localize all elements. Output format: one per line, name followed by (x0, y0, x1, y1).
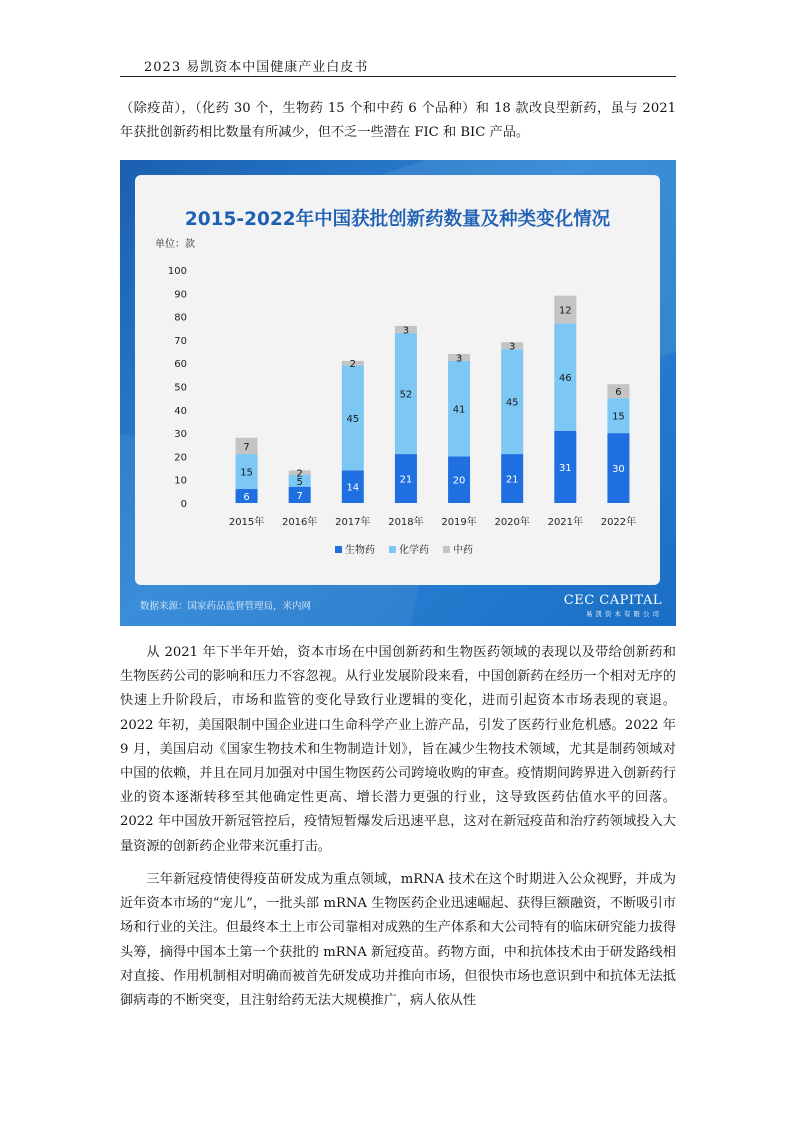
data-source: 数据来源：国家药品监督管理局，米内网 (140, 601, 312, 612)
data-label: 3 (402, 325, 410, 337)
chart-panel (135, 175, 660, 585)
paragraph-capital-market: 从 2021 年下半年开始，资本市场在中国创新药和生物医药领域的表现以及带给创新药和生物医药公司的影响和压力不容忽视。从行业发展阶段来看，中国创新药在经历一个相对无序的快速上升阶段后，市场和监管的变化导致行业逻辑的变化，进而引起资本市场表现的衰退。2022 年初，美国限制中国企业进口生命科学产业上游产品，引发了医药行业危机感。2022 年 9 月，美国启动《国家生物技术和生物制造计划》，旨在减少生物技术领域，尤其是制药领域对中国的依赖，并且在同月加强对中国生物医药公司跨境收购的审查。疫情期间跨界进入创新药行业的资本逐渐转移至其他确定性更高、增长潜力更强的行业，这导致医药估值水平的回落。2022 年中国放开新冠管控后，疫情短暂爆发后迅速平息，这对在新冠疫苗和治疗药领域投入大量资源的创新药企业带来沉重打击。 (120, 645, 676, 854)
data-label: 21 (505, 474, 519, 486)
data-label: 31 (558, 462, 572, 474)
company-logo (550, 593, 662, 618)
y-tick-label: 50 (174, 382, 187, 394)
paragraph-covid-vaccine: 三年新冠疫情使得疫苗研发成为重点领域，mRNA 技术在这个时期进入公众视野，并成为近年资本市场的“宠儿”，一批头部 mRNA 生物医药企业迅速崛起、获得巨额融资，不断吸引市场和行业的关注。但最终本土上市公司靠相对成熟的生产体系和大公司特有的临床研究能力拔得头筹，摘得中国本土第一个获批的 mRNA 新冠疫苗。药物方面，中和抗体技术由于研发路线相对直接、作用机制相对明确而被首先研发成功并推向市场，但很快市场也意识到中和抗体无法抵御病毒的不断突变，且注射给药无法大规模推广，病人依从性 (120, 872, 676, 1009)
data-label: 30 (612, 464, 625, 476)
chart-unit-label: 单位：款 (155, 239, 195, 250)
legend-label: 化学药 (399, 545, 429, 556)
data-label: 7 (296, 490, 303, 502)
logo-subtext: 易凯资本有限公司 (586, 610, 662, 618)
data-label: 2 (296, 468, 303, 480)
data-label: 5 (296, 476, 303, 488)
data-label: 3 (509, 341, 516, 353)
y-tick-label: 70 (174, 335, 187, 347)
legend-swatch (443, 546, 450, 553)
y-tick-label: 30 (174, 429, 187, 441)
paragraph-intro: （除疫苗），（化药 30 个，生物药 15 个和中药 6 个品种）和 18 款改良型新药，虽与 2021 年获批创新药相比数量有所减少，但不乏一些潜在 FIC 和 BIC 产品。 (120, 101, 676, 141)
x-tick-label: 2017年 (335, 517, 371, 528)
legend-label: 中药 (453, 545, 473, 556)
header-title: 2023 易凯资本中国健康产业白皮书 (144, 60, 369, 75)
x-tick-label: 2018年 (388, 517, 424, 528)
y-tick-label: 80 (174, 312, 187, 324)
x-tick-label: 2015年 (228, 517, 265, 528)
data-label: 45 (346, 413, 360, 425)
data-label: 52 (399, 389, 413, 401)
logo-text: CEC CAPITAL (563, 593, 662, 608)
x-tick-label: 2016年 (281, 517, 318, 528)
page-header (120, 54, 676, 77)
legend-label: 生物药 (345, 545, 375, 556)
data-label: 6 (615, 387, 622, 399)
data-label: 3 (455, 353, 463, 365)
data-label: 46 (558, 373, 572, 385)
y-tick-label: 40 (174, 405, 187, 417)
data-label: 45 (505, 397, 519, 409)
stacked-bar-chart (135, 175, 660, 585)
legend-swatch (335, 546, 342, 553)
y-tick-label: 100 (167, 266, 187, 277)
data-label: 21 (399, 474, 413, 486)
x-tick-label: 2022年 (600, 517, 637, 528)
x-tick-label: 2020年 (494, 517, 530, 528)
data-label: 2 (349, 359, 356, 371)
chart-title: 2015-2022年中国获批创新药数量及种类变化情况 (184, 209, 611, 230)
y-tick-label: 10 (174, 475, 187, 487)
chart-figure (120, 160, 676, 626)
data-label: 14 (346, 482, 360, 494)
y-tick-label: 60 (174, 359, 187, 371)
data-label: 15 (612, 411, 625, 423)
y-tick-label: 0 (180, 499, 187, 510)
data-label: 12 (558, 305, 572, 317)
x-tick-label: 2019年 (441, 517, 477, 528)
data-label: 15 (240, 467, 253, 479)
data-label: 20 (452, 475, 466, 487)
data-label: 7 (243, 441, 250, 453)
legend-swatch (389, 546, 396, 553)
data-label: 6 (243, 492, 250, 504)
x-tick-label: 2021年 (547, 517, 584, 528)
y-tick-label: 20 (174, 452, 187, 464)
data-label: 41 (452, 404, 466, 416)
y-tick-label: 90 (174, 289, 187, 301)
